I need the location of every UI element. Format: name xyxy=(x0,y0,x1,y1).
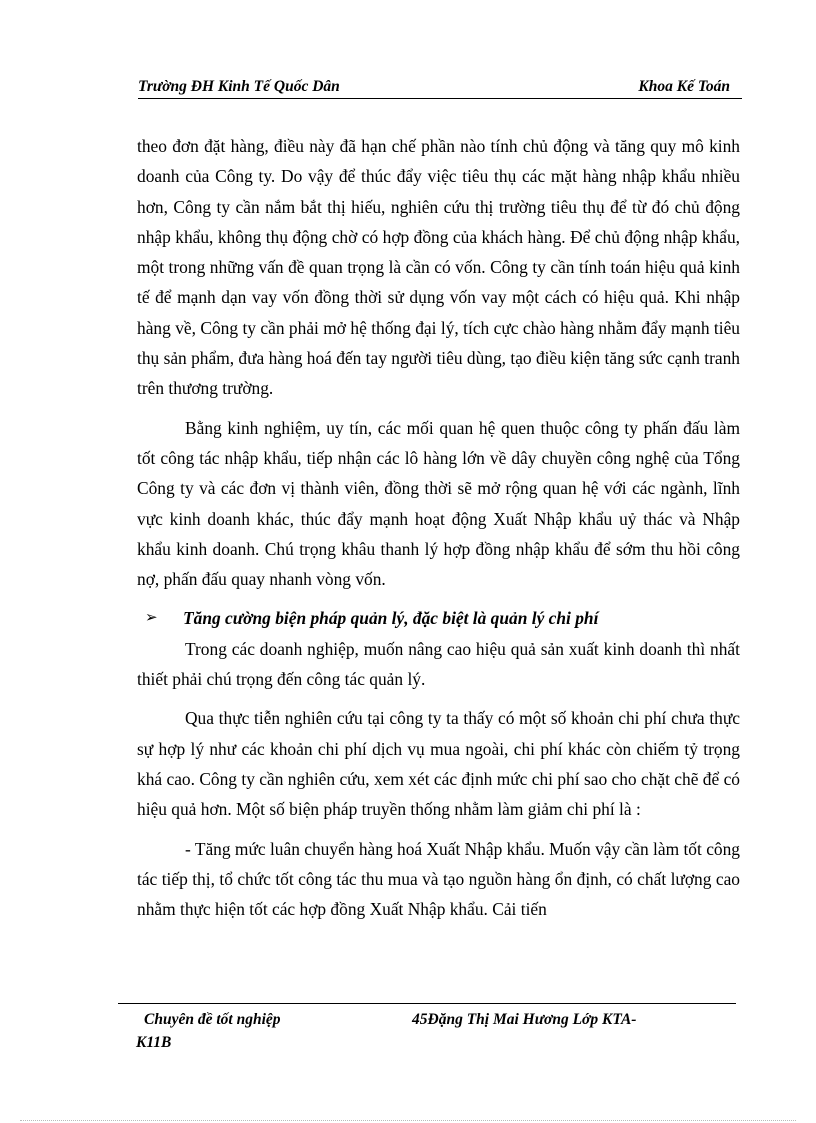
page-body xyxy=(137,131,740,924)
paragraph-2: Bằng kinh nghiệm, uy tín, các mối quan hệ quen thuộc công ty phấn đấu làm tốt công tác nhập khẩu, tiếp nhận các lô hàng lớn về dây chuyền công nghệ của Tổng Công ty và các đơn vị thành viên, đồng thời sẽ mở rộng quan hệ với các ngành, lĩnh vực kinh doanh khác, thúc đẩy mạnh hoạt động Xuất Nhập khẩu uỷ thác và Nhập khẩu kinh doanh. Chú trọng khâu thanh lý hợp đồng nhập khẩu để sớm thu hồi công nợ, phấn đấu quay nhanh vòng vốn. xyxy=(137,417,740,590)
header-department: Khoa Kế Toán xyxy=(638,78,730,95)
footer-class: K11B xyxy=(136,1034,172,1051)
paragraph-1: theo đơn đặt hàng, điều này đã hạn chế phần nào tính chủ động và tăng quy mô kinh doanh của Công ty. Do vậy để thúc đẩy việc tiêu thụ các mặt hàng nhập khẩu nhiều hơn, Công ty cần nắm bắt thị hiếu, nghiên cứu thị trường tiêu thụ để từ đó chủ động nhập khẩu, không thụ động chờ có hợp đồng của khách hàng. Để chủ động nhập khẩu, một trong những vấn đề quan trọng là cần có vốn. Công ty cần tính toán hiệu quả kinh tế để mạnh dạn vay vốn đồng thời sử dụng vốn vay một cách có hiệu quả. Khi nhập hàng về, Công ty cần phải mở hệ thống đại lý, tích cực chào hàng nhằm đẩy mạnh tiêu thụ sản phẩm, đưa hàng hoá đến tay người tiêu dùng, tạo điều kiện tăng sức cạnh tranh trên thương trường. xyxy=(137,136,740,399)
arrow-bullet-icon: ➢ xyxy=(145,610,158,627)
section-heading-text: Tăng cường biện pháp quản lý, đặc biệt là quản lý chi phí xyxy=(183,608,599,629)
paragraph-4: Qua thực tiễn nghiên cứu tại công ty ta thấy có một số khoản chi phí chưa thực sự hợp lý như các khoản chi phí dịch vụ mua ngoài, chi phí khác còn chiếm tỷ trọng khá cao. Công ty cần nghiên cứu, xem xét các định mức chi phí sao cho chặt chẽ để có hiệu quả hơn. Một số biện pháp truyền thống nhằm làm giảm chi phí là : xyxy=(137,708,740,820)
paragraph-5: - Tăng mức luân chuyển hàng hoá Xuất Nhập khẩu. Muốn vậy cần làm tốt công tác tiếp thị, tổ chức tốt công tác thu mua và tạo nguồn hàng ổn định, có chất lượng cao nhằm thực hiện tốt các hợp đồng Xuất Nhập khẩu. Cải tiến xyxy=(137,838,740,920)
section-heading xyxy=(137,603,740,633)
footer-author: 45Đặng Thị Mai Hương Lớp KTA- xyxy=(412,1011,637,1028)
page-bottom-rule xyxy=(20,1120,796,1121)
footer-divider xyxy=(118,1003,736,1004)
footer-report-title: Chuyên đề tốt nghiệp xyxy=(144,1011,281,1028)
paragraph-3: Trong các doanh nghiệp, muốn nâng cao hiệu quả sản xuất kinh doanh thì nhất thiết phải chú trọng đến công tác quản lý. xyxy=(137,638,740,690)
header-university: Trường ĐH Kinh Tế Quốc Dân xyxy=(138,78,340,95)
page-header xyxy=(138,76,742,99)
